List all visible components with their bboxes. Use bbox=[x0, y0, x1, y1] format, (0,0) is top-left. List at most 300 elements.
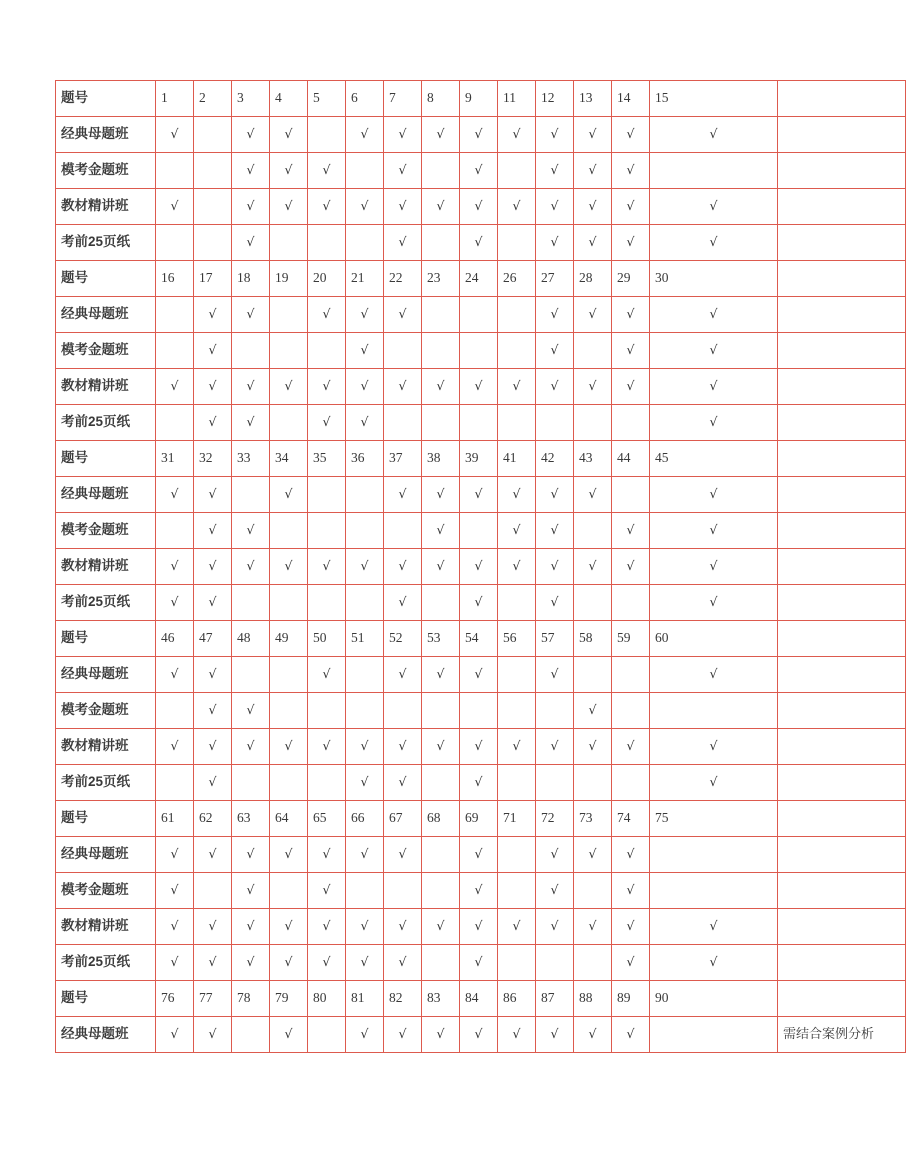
coverage-cell-checked bbox=[346, 909, 384, 945]
row-header-course-label: 教材精讲班 bbox=[56, 189, 156, 225]
coverage-cell-empty bbox=[422, 765, 460, 801]
check-icon: √ bbox=[550, 846, 559, 862]
coverage-cell-empty bbox=[422, 945, 460, 981]
check-icon: √ bbox=[626, 126, 635, 142]
row-header-question-number: 题号 bbox=[56, 981, 156, 1017]
coverage-cell-checked bbox=[498, 1017, 536, 1053]
check-icon: √ bbox=[550, 378, 559, 394]
table-row bbox=[56, 333, 906, 369]
coverage-cell-checked bbox=[650, 657, 778, 693]
check-icon: √ bbox=[626, 378, 635, 394]
coverage-cell-checked bbox=[270, 1017, 308, 1053]
check-icon: √ bbox=[284, 558, 293, 574]
coverage-cell-checked bbox=[270, 477, 308, 513]
check-icon: √ bbox=[284, 198, 293, 214]
question-number-cell: 7 bbox=[384, 81, 422, 117]
coverage-cell-checked bbox=[574, 297, 612, 333]
coverage-cell-checked bbox=[536, 153, 574, 189]
row-header-course-label: 经典母题班 bbox=[56, 297, 156, 333]
check-icon: √ bbox=[170, 558, 179, 574]
question-number-cell: 2 bbox=[194, 81, 232, 117]
check-icon: √ bbox=[208, 1026, 217, 1042]
coverage-cell-empty bbox=[194, 117, 232, 153]
check-icon: √ bbox=[284, 954, 293, 970]
question-number-cell: 41 bbox=[498, 441, 536, 477]
coverage-cell-empty bbox=[536, 765, 574, 801]
coverage-cell-checked bbox=[498, 477, 536, 513]
question-number-cell: 81 bbox=[346, 981, 384, 1017]
coverage-cell-empty bbox=[498, 333, 536, 369]
table-row bbox=[56, 693, 906, 729]
check-icon: √ bbox=[588, 162, 597, 178]
table-row bbox=[56, 909, 906, 945]
coverage-cell-checked bbox=[346, 405, 384, 441]
coverage-cell-checked bbox=[308, 189, 346, 225]
check-icon: √ bbox=[208, 954, 217, 970]
coverage-cell-empty bbox=[612, 693, 650, 729]
coverage-cell-empty bbox=[308, 333, 346, 369]
check-icon: √ bbox=[284, 378, 293, 394]
coverage-cell-empty bbox=[346, 477, 384, 513]
check-icon: √ bbox=[512, 486, 521, 502]
coverage-cell-checked bbox=[422, 1017, 460, 1053]
coverage-cell-empty bbox=[270, 405, 308, 441]
coverage-cell-empty bbox=[270, 333, 308, 369]
coverage-cell-checked bbox=[612, 117, 650, 153]
coverage-cell-checked bbox=[574, 153, 612, 189]
row-header-question-number: 题号 bbox=[56, 81, 156, 117]
check-icon: √ bbox=[360, 738, 369, 754]
coverage-cell-checked bbox=[232, 837, 270, 873]
check-icon: √ bbox=[360, 918, 369, 934]
coverage-cell-checked bbox=[156, 1017, 194, 1053]
coverage-cell-empty bbox=[536, 405, 574, 441]
coverage-cell-empty bbox=[574, 405, 612, 441]
check-icon: √ bbox=[322, 306, 331, 322]
question-number-cell: 56 bbox=[498, 621, 536, 657]
question-number-cell: 18 bbox=[232, 261, 270, 297]
table-row bbox=[56, 549, 906, 585]
check-icon: √ bbox=[550, 1026, 559, 1042]
check-icon: √ bbox=[474, 774, 483, 790]
check-icon: √ bbox=[208, 666, 217, 682]
coverage-cell-checked bbox=[460, 225, 498, 261]
coverage-cell-checked bbox=[384, 945, 422, 981]
coverage-tail-cell bbox=[778, 333, 906, 369]
coverage-cell-empty bbox=[574, 657, 612, 693]
coverage-cell-empty bbox=[498, 405, 536, 441]
coverage-cell-empty bbox=[498, 945, 536, 981]
coverage-cell-empty bbox=[346, 657, 384, 693]
coverage-cell-checked bbox=[156, 945, 194, 981]
coverage-cell-checked bbox=[650, 729, 778, 765]
coverage-cell-checked bbox=[346, 189, 384, 225]
check-icon: √ bbox=[474, 846, 483, 862]
coverage-cell-checked bbox=[156, 477, 194, 513]
coverage-cell-checked bbox=[574, 909, 612, 945]
coverage-tail-cell bbox=[778, 369, 906, 405]
check-icon: √ bbox=[550, 558, 559, 574]
check-icon: √ bbox=[474, 558, 483, 574]
check-icon: √ bbox=[474, 738, 483, 754]
check-icon: √ bbox=[246, 306, 255, 322]
coverage-cell-checked bbox=[612, 909, 650, 945]
coverage-cell-checked bbox=[232, 549, 270, 585]
coverage-cell-empty bbox=[460, 297, 498, 333]
check-icon: √ bbox=[588, 846, 597, 862]
coverage-tail-cell bbox=[778, 549, 906, 585]
check-icon: √ bbox=[436, 918, 445, 934]
check-icon: √ bbox=[322, 198, 331, 214]
coverage-cell-checked bbox=[194, 297, 232, 333]
coverage-cell-empty bbox=[422, 297, 460, 333]
check-icon: √ bbox=[588, 918, 597, 934]
question-number-cell: 32 bbox=[194, 441, 232, 477]
check-icon: √ bbox=[474, 234, 483, 250]
coverage-cell-empty bbox=[574, 333, 612, 369]
check-icon: √ bbox=[170, 486, 179, 502]
coverage-cell-empty bbox=[422, 225, 460, 261]
coverage-cell-checked bbox=[346, 369, 384, 405]
coverage-cell-checked bbox=[460, 117, 498, 153]
check-icon: √ bbox=[626, 162, 635, 178]
coverage-cell-checked bbox=[612, 297, 650, 333]
check-icon: √ bbox=[360, 954, 369, 970]
coverage-tail-cell bbox=[778, 117, 906, 153]
check-icon: √ bbox=[626, 918, 635, 934]
check-icon: √ bbox=[550, 342, 559, 358]
check-icon: √ bbox=[709, 198, 718, 214]
question-number-cell: 31 bbox=[156, 441, 194, 477]
row-header-course-label: 模考金题班 bbox=[56, 153, 156, 189]
coverage-cell-empty bbox=[650, 153, 778, 189]
coverage-cell-checked bbox=[650, 477, 778, 513]
question-number-cell: 1 bbox=[156, 81, 194, 117]
check-icon: √ bbox=[170, 198, 179, 214]
coverage-cell-checked bbox=[156, 549, 194, 585]
check-icon: √ bbox=[436, 126, 445, 142]
check-icon: √ bbox=[512, 522, 521, 538]
check-icon: √ bbox=[626, 738, 635, 754]
coverage-cell-empty bbox=[346, 513, 384, 549]
coverage-cell-checked bbox=[574, 189, 612, 225]
coverage-cell-checked bbox=[536, 873, 574, 909]
check-icon: √ bbox=[709, 774, 718, 790]
question-number-cell: 11 bbox=[498, 81, 536, 117]
check-icon: √ bbox=[398, 1026, 407, 1042]
check-icon: √ bbox=[322, 738, 331, 754]
check-icon: √ bbox=[170, 882, 179, 898]
check-icon: √ bbox=[436, 738, 445, 754]
coverage-cell-empty bbox=[156, 405, 194, 441]
question-number-cell: 48 bbox=[232, 621, 270, 657]
check-icon: √ bbox=[626, 306, 635, 322]
coverage-cell-checked bbox=[422, 117, 460, 153]
row-header-course-label: 模考金题班 bbox=[56, 693, 156, 729]
coverage-cell-empty bbox=[650, 693, 778, 729]
check-icon: √ bbox=[436, 378, 445, 394]
row-header-course-label: 教材精讲班 bbox=[56, 909, 156, 945]
question-number-cell: 24 bbox=[460, 261, 498, 297]
check-icon: √ bbox=[246, 702, 255, 718]
table-row bbox=[56, 189, 906, 225]
check-icon: √ bbox=[170, 666, 179, 682]
coverage-cell-checked bbox=[346, 549, 384, 585]
coverage-cell-empty bbox=[422, 333, 460, 369]
check-icon: √ bbox=[398, 126, 407, 142]
question-number-cell: 82 bbox=[384, 981, 422, 1017]
question-number-tail-cell bbox=[778, 261, 906, 297]
coverage-cell-checked bbox=[422, 189, 460, 225]
coverage-cell-checked bbox=[612, 837, 650, 873]
check-icon: √ bbox=[398, 162, 407, 178]
check-icon: √ bbox=[550, 198, 559, 214]
question-number-cell: 79 bbox=[270, 981, 308, 1017]
coverage-cell-empty bbox=[384, 873, 422, 909]
coverage-cell-checked bbox=[232, 225, 270, 261]
coverage-cell-empty bbox=[232, 657, 270, 693]
coverage-cell-empty bbox=[346, 225, 384, 261]
check-icon: √ bbox=[626, 342, 635, 358]
check-icon: √ bbox=[246, 954, 255, 970]
coverage-cell-checked bbox=[232, 693, 270, 729]
coverage-tail-cell bbox=[778, 945, 906, 981]
coverage-tail-cell bbox=[778, 693, 906, 729]
table-row bbox=[56, 765, 906, 801]
check-icon: √ bbox=[246, 558, 255, 574]
check-icon: √ bbox=[208, 558, 217, 574]
coverage-cell-checked bbox=[346, 1017, 384, 1053]
question-number-cell: 17 bbox=[194, 261, 232, 297]
coverage-cell-checked bbox=[232, 153, 270, 189]
coverage-cell-checked bbox=[346, 333, 384, 369]
check-icon: √ bbox=[208, 738, 217, 754]
check-icon: √ bbox=[208, 306, 217, 322]
coverage-cell-checked bbox=[232, 405, 270, 441]
coverage-cell-empty bbox=[498, 693, 536, 729]
coverage-cell-checked bbox=[536, 729, 574, 765]
check-icon: √ bbox=[436, 486, 445, 502]
check-icon: √ bbox=[436, 198, 445, 214]
coverage-cell-checked bbox=[384, 765, 422, 801]
check-icon: √ bbox=[322, 666, 331, 682]
check-icon: √ bbox=[550, 882, 559, 898]
coverage-tail-cell bbox=[778, 477, 906, 513]
question-number-cell: 53 bbox=[422, 621, 460, 657]
coverage-cell-checked bbox=[346, 117, 384, 153]
question-number-cell: 3 bbox=[232, 81, 270, 117]
coverage-cell-checked bbox=[346, 837, 384, 873]
coverage-cell-checked bbox=[612, 225, 650, 261]
coverage-cell-checked bbox=[270, 369, 308, 405]
check-icon: √ bbox=[322, 162, 331, 178]
coverage-cell-checked bbox=[650, 765, 778, 801]
coverage-cell-empty bbox=[156, 153, 194, 189]
check-icon: √ bbox=[246, 414, 255, 430]
coverage-cell-checked bbox=[346, 945, 384, 981]
question-number-cell: 88 bbox=[574, 981, 612, 1017]
coverage-cell-checked bbox=[422, 477, 460, 513]
coverage-tail-cell bbox=[778, 765, 906, 801]
coverage-cell-checked bbox=[384, 297, 422, 333]
check-icon: √ bbox=[709, 918, 718, 934]
question-number-cell: 87 bbox=[536, 981, 574, 1017]
row-header-course-label: 考前25页纸 bbox=[56, 765, 156, 801]
coverage-cell-checked bbox=[232, 189, 270, 225]
table-row bbox=[56, 81, 906, 117]
check-icon: √ bbox=[474, 378, 483, 394]
coverage-cell-empty bbox=[346, 153, 384, 189]
check-icon: √ bbox=[588, 306, 597, 322]
coverage-cell-empty bbox=[574, 585, 612, 621]
check-icon: √ bbox=[626, 558, 635, 574]
coverage-cell-checked bbox=[574, 225, 612, 261]
question-number-cell: 78 bbox=[232, 981, 270, 1017]
check-icon: √ bbox=[208, 522, 217, 538]
question-number-cell: 22 bbox=[384, 261, 422, 297]
coverage-cell-checked bbox=[270, 945, 308, 981]
table-body bbox=[56, 81, 906, 1053]
coverage-cell-checked bbox=[308, 369, 346, 405]
question-number-cell: 50 bbox=[308, 621, 346, 657]
check-icon: √ bbox=[512, 198, 521, 214]
check-icon: √ bbox=[170, 738, 179, 754]
coverage-cell-empty bbox=[460, 513, 498, 549]
coverage-cell-checked bbox=[232, 729, 270, 765]
coverage-cell-empty bbox=[536, 945, 574, 981]
coverage-cell-checked bbox=[194, 909, 232, 945]
check-icon: √ bbox=[170, 594, 179, 610]
coverage-cell-empty bbox=[308, 225, 346, 261]
table-row bbox=[56, 477, 906, 513]
coverage-cell-empty bbox=[384, 693, 422, 729]
coverage-cell-empty bbox=[194, 189, 232, 225]
coverage-cell-checked bbox=[384, 369, 422, 405]
question-number-cell: 47 bbox=[194, 621, 232, 657]
question-number-cell: 19 bbox=[270, 261, 308, 297]
question-number-tail-cell bbox=[778, 981, 906, 1017]
question-number-cell: 59 bbox=[612, 621, 650, 657]
coverage-cell-checked bbox=[460, 477, 498, 513]
coverage-cell-checked bbox=[156, 837, 194, 873]
coverage-cell-checked bbox=[422, 549, 460, 585]
coverage-cell-checked bbox=[650, 225, 778, 261]
question-number-cell: 36 bbox=[346, 441, 384, 477]
check-icon: √ bbox=[246, 126, 255, 142]
coverage-cell-checked bbox=[650, 333, 778, 369]
question-number-cell: 28 bbox=[574, 261, 612, 297]
check-icon: √ bbox=[474, 126, 483, 142]
coverage-cell-checked bbox=[650, 945, 778, 981]
check-icon: √ bbox=[246, 162, 255, 178]
coverage-cell-checked bbox=[460, 909, 498, 945]
question-coverage-table bbox=[55, 80, 906, 1053]
check-icon: √ bbox=[322, 882, 331, 898]
question-number-cell: 23 bbox=[422, 261, 460, 297]
coverage-cell-empty bbox=[422, 693, 460, 729]
coverage-cell-checked bbox=[232, 117, 270, 153]
check-icon: √ bbox=[474, 1026, 483, 1042]
check-icon: √ bbox=[588, 738, 597, 754]
coverage-cell-checked bbox=[650, 549, 778, 585]
question-number-cell: 69 bbox=[460, 801, 498, 837]
coverage-cell-checked bbox=[270, 837, 308, 873]
coverage-cell-checked bbox=[270, 117, 308, 153]
check-icon: √ bbox=[398, 774, 407, 790]
coverage-cell-checked bbox=[536, 369, 574, 405]
coverage-cell-checked bbox=[498, 117, 536, 153]
coverage-cell-checked bbox=[536, 477, 574, 513]
coverage-tail-cell bbox=[778, 297, 906, 333]
check-icon: √ bbox=[360, 558, 369, 574]
coverage-cell-empty bbox=[422, 153, 460, 189]
coverage-cell-checked bbox=[308, 729, 346, 765]
question-number-cell: 73 bbox=[574, 801, 612, 837]
coverage-cell-checked bbox=[650, 297, 778, 333]
coverage-cell-checked bbox=[194, 693, 232, 729]
coverage-cell-checked bbox=[194, 945, 232, 981]
coverage-cell-empty bbox=[308, 477, 346, 513]
check-icon: √ bbox=[360, 1026, 369, 1042]
row-header-course-label: 考前25页纸 bbox=[56, 585, 156, 621]
coverage-cell-checked bbox=[384, 225, 422, 261]
row-header-course-label: 教材精讲班 bbox=[56, 729, 156, 765]
question-number-cell: 29 bbox=[612, 261, 650, 297]
check-icon: √ bbox=[550, 486, 559, 502]
coverage-cell-empty bbox=[270, 297, 308, 333]
check-icon: √ bbox=[398, 666, 407, 682]
coverage-cell-empty bbox=[536, 693, 574, 729]
coverage-cell-checked bbox=[384, 585, 422, 621]
coverage-cell-checked bbox=[194, 765, 232, 801]
coverage-cell-checked bbox=[574, 1017, 612, 1053]
coverage-cell-empty bbox=[498, 225, 536, 261]
table-row bbox=[56, 261, 906, 297]
coverage-cell-checked bbox=[574, 693, 612, 729]
question-number-cell: 14 bbox=[612, 81, 650, 117]
check-icon: √ bbox=[709, 666, 718, 682]
coverage-cell-empty bbox=[498, 765, 536, 801]
question-number-cell: 42 bbox=[536, 441, 574, 477]
question-number-cell: 90 bbox=[650, 981, 778, 1017]
coverage-tail-cell bbox=[778, 837, 906, 873]
coverage-cell-empty bbox=[422, 405, 460, 441]
coverage-cell-empty bbox=[156, 333, 194, 369]
coverage-cell-empty bbox=[460, 333, 498, 369]
check-icon: √ bbox=[474, 198, 483, 214]
table-row bbox=[56, 945, 906, 981]
question-number-cell: 35 bbox=[308, 441, 346, 477]
question-number-cell: 39 bbox=[460, 441, 498, 477]
coverage-cell-empty bbox=[346, 693, 384, 729]
row-header-course-label: 经典母题班 bbox=[56, 837, 156, 873]
table-row bbox=[56, 981, 906, 1017]
coverage-cell-empty bbox=[194, 873, 232, 909]
question-number-tail-cell bbox=[778, 81, 906, 117]
check-icon: √ bbox=[550, 594, 559, 610]
coverage-cell-checked bbox=[308, 297, 346, 333]
table-row bbox=[56, 441, 906, 477]
coverage-cell-checked bbox=[384, 909, 422, 945]
question-number-cell: 44 bbox=[612, 441, 650, 477]
coverage-cell-checked bbox=[650, 369, 778, 405]
coverage-cell-empty bbox=[308, 117, 346, 153]
question-number-cell: 75 bbox=[650, 801, 778, 837]
coverage-cell-checked bbox=[270, 549, 308, 585]
question-number-cell: 13 bbox=[574, 81, 612, 117]
question-number-cell: 86 bbox=[498, 981, 536, 1017]
coverage-cell-checked bbox=[308, 405, 346, 441]
